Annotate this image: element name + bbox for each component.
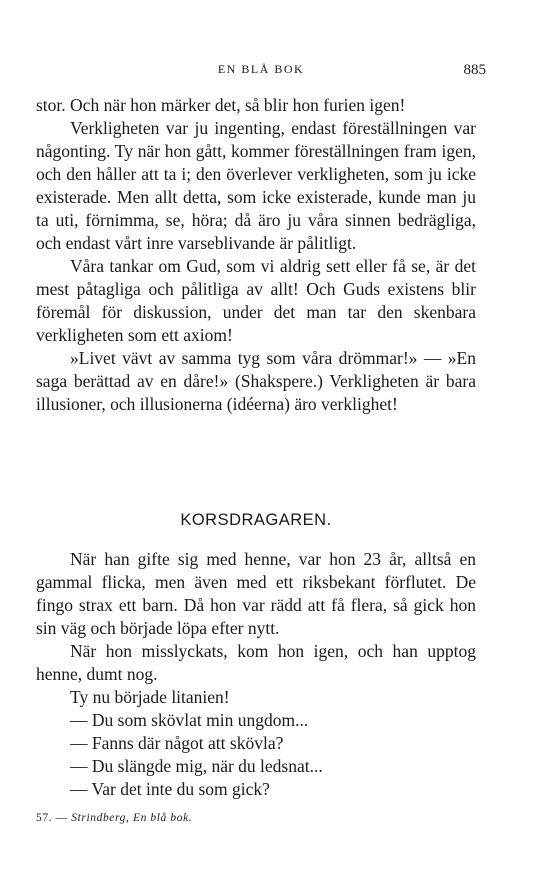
dialogue-line: — Du slängde mig, när du ledsnat... bbox=[70, 756, 323, 776]
paragraph: stor. Och när hon märker det, så blir hon furien igen! bbox=[36, 95, 406, 115]
body-text-top bbox=[36, 94, 476, 416]
dialogue-line: — Var det inte du som gick? bbox=[70, 779, 270, 799]
dialogue-line: — Fanns där något att skövla? bbox=[70, 733, 284, 753]
paragraph: Verkligheten var ju ingenting, endast föreställningen var någonting. Ty när hon gått, kommer föreställningen fram igen, och den håller att ta i; den överlever verkligheten, som ju icke existerade. Men allt detta, som icke existerade, kunde man ju ta uti, förnimma, se, höra; då äro ju våra sinnen bedrägliga, och endast vårt inre varseblivande är pålitligt. bbox=[36, 118, 476, 253]
paragraph: »Livet vävt av samma tyg som våra drömmar!» — »En saga berättad av en dåre!» (Shakspere.) Verkligheten är bara illusioner, och illusionerna (idéerna) äro verklighet! bbox=[36, 348, 476, 414]
dialogue-line: Ty nu började litanien! bbox=[70, 687, 230, 707]
paragraph: När hon misslyckats, kom hon igen, och han upptog henne, dumt nog. bbox=[36, 641, 476, 684]
source-note: Strindberg, En blå bok. bbox=[71, 812, 193, 824]
section-title: KORSDRAGAREN. bbox=[180, 511, 332, 529]
page-footer bbox=[36, 812, 192, 824]
signature-mark: 57. — bbox=[36, 812, 68, 824]
paragraph: När han gifte sig med henne, var hon 23 år, alltså en gammal flicka, men även med ett riksbekant förflutet. De fingo strax ett barn. Då hon var rädd att få flera, så gick hon sin väg och började löpa efter nytt. bbox=[36, 549, 476, 638]
running-header bbox=[36, 62, 486, 84]
dialogue-line: — Du som skövlat min ungdom... bbox=[70, 710, 309, 730]
page-number: 885 bbox=[463, 62, 486, 78]
paragraph: Våra tankar om Gud, som vi aldrig sett eller få se, är det mest påtagliga och pålitliga av allt! Och Guds existens blir föremål för diskussion, under det man tar den skenbara verkligheten som ett axiom! bbox=[36, 256, 476, 345]
running-title: EN BLÅ BOK bbox=[217, 62, 305, 76]
body-text-bottom bbox=[36, 548, 476, 801]
